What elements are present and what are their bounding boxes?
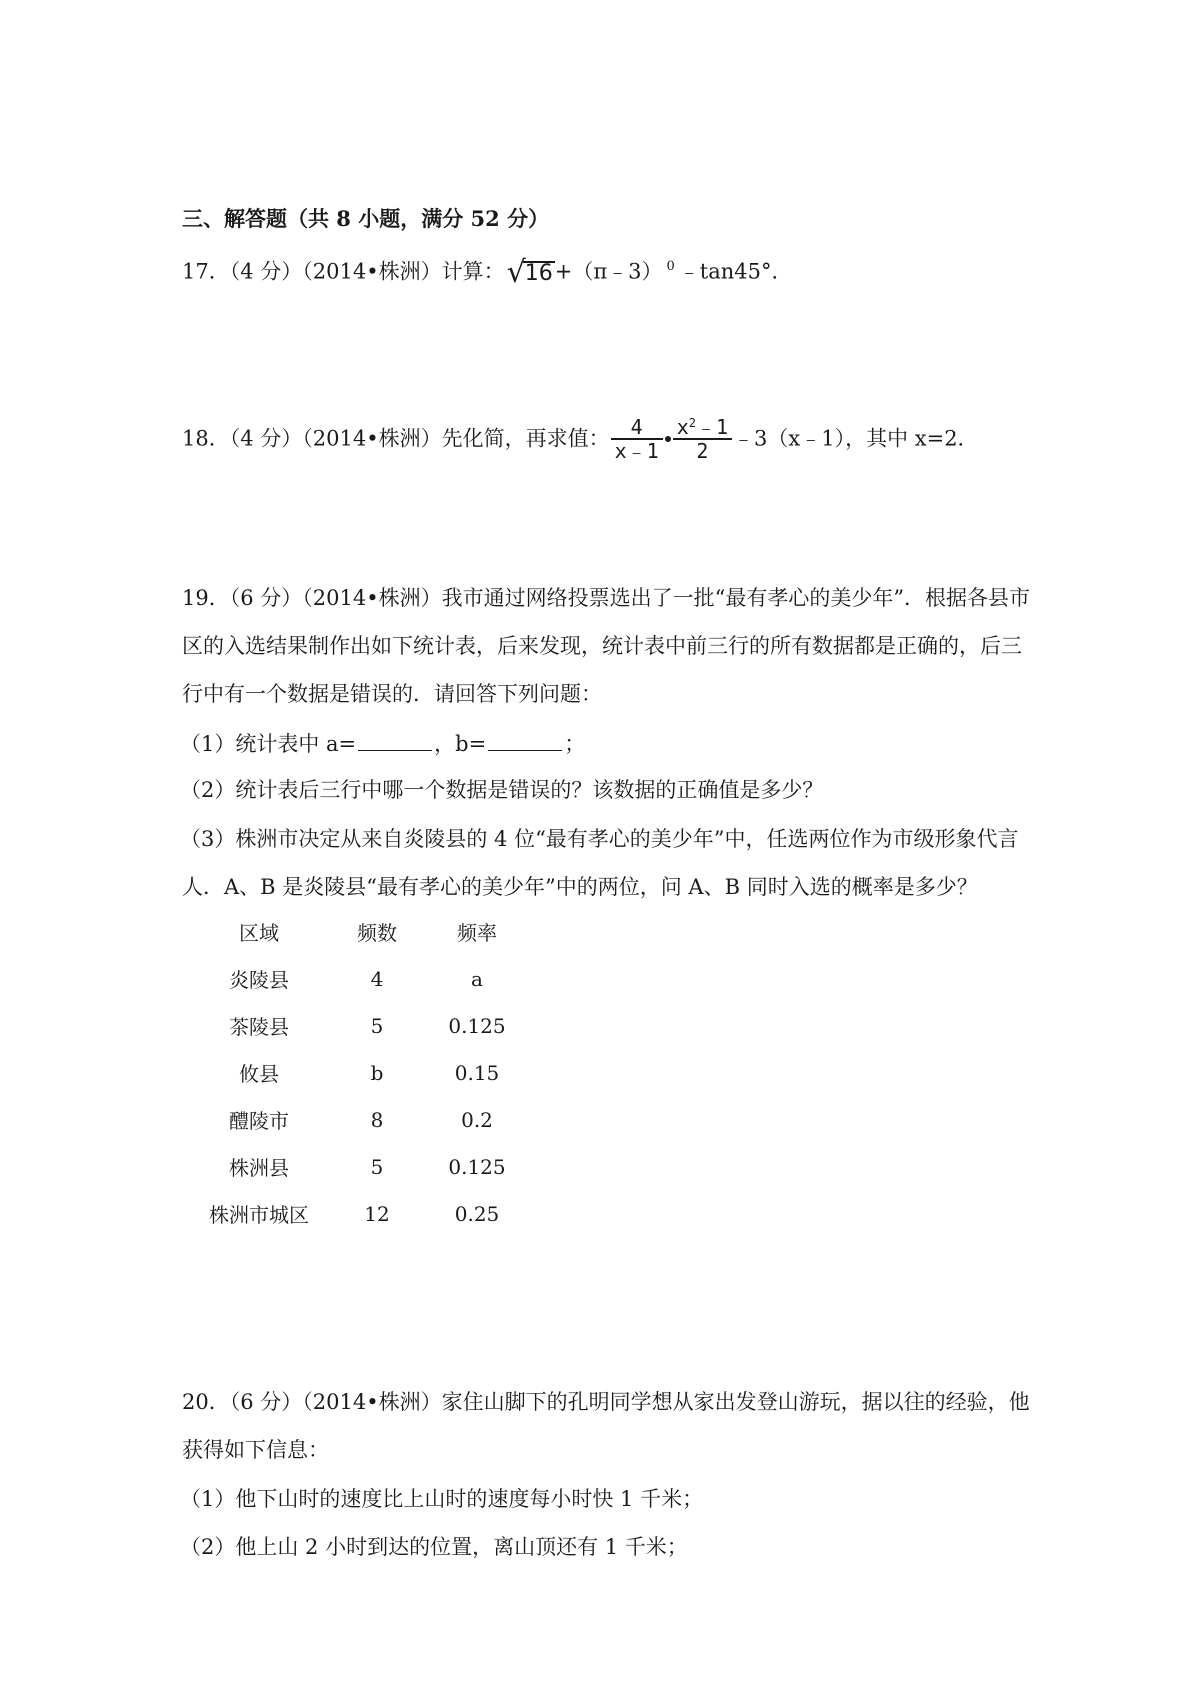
q19-sub-2: （2）统计表后三行中哪一个数据是错误的？该数据的正确值是多少？ <box>180 778 824 802</box>
table-cell: b <box>370 1060 384 1085</box>
fraction-2-denominator: 2 <box>696 439 709 463</box>
table-row <box>192 1002 526 1049</box>
table-cell: 炎陵县 <box>229 968 289 992</box>
table-cell: 0.25 <box>454 1201 500 1226</box>
fraction-2-rest: ﹣1 <box>695 415 729 439</box>
question-17 <box>182 255 793 290</box>
q20-sub-1: （1）他下山时的速度比上山时的速度每小时快 1 千米； <box>180 1487 704 1511</box>
q20-line-2: 获得如下信息： <box>182 1438 329 1462</box>
answer-blank-a[interactable] <box>358 732 432 751</box>
table-cell: 5 <box>370 1013 384 1038</box>
q19-line-3: 行中有一个数据是错误的．请回答下列问题： <box>182 682 602 706</box>
fraction-2 <box>673 416 732 462</box>
table-cell: 株洲市城区 <box>209 1203 309 1227</box>
fraction-2-exponent: 2 <box>688 416 696 430</box>
table-cell: 0.125 <box>448 1154 506 1179</box>
table-cell: 0.125 <box>448 1013 506 1038</box>
table-row <box>192 1143 526 1190</box>
answer-blank-b[interactable] <box>488 732 562 751</box>
table-cell: a <box>471 966 483 991</box>
table-header: 频数 <box>357 921 397 945</box>
table-row <box>192 1049 526 1096</box>
q18-prefix: 18．（4 分）（2014•株洲）先化简，再求值： <box>182 426 610 451</box>
q19-sub-3-line-1: （3）株洲市决定从来自炎陵县的 4 位“最有孝心的美少年”中，任选两位作为市级形象代言 <box>180 827 1019 851</box>
q19-sub-1 <box>180 732 585 755</box>
fraction-1 <box>611 416 663 462</box>
q17-radicand: 16 <box>524 261 553 286</box>
q17-prefix: 17．（4 分）（2014•株洲）计算： <box>182 259 505 284</box>
q19-sub-3-line-2: 人．A、B 是炎陵县“最有孝心的美少年”中的两位，问 A、B 同时入选的概率是多少？ <box>182 875 978 899</box>
fraction-1-denominator: x﹣1 <box>614 439 659 463</box>
q17-suffix: ﹣tan45°． <box>678 259 793 284</box>
fraction-2-numerator <box>673 416 732 440</box>
table-row <box>192 1190 526 1237</box>
q18-suffix: ﹣3（x﹣1），其中 x=2． <box>733 426 979 451</box>
q17-exponent: 0 <box>666 258 675 274</box>
table-header: 区域 <box>239 921 279 945</box>
q19-sub-1-mid: ，b= <box>434 732 487 756</box>
table-cell: 5 <box>370 1154 384 1179</box>
table-cell: 8 <box>370 1107 384 1132</box>
table-row <box>192 955 526 1002</box>
table-cell: 12 <box>364 1201 390 1226</box>
q19-line-1: 19．（6 分）（2014•株洲）我市通过网络投票选出了一批“最有孝心的美少年”．根据各县市 <box>182 586 1031 610</box>
q19-sub-1-end: ； <box>564 732 586 756</box>
statistics-table <box>192 908 526 1237</box>
fraction-1-numerator: 4 <box>611 416 663 440</box>
table-cell: 0.2 <box>461 1107 493 1132</box>
question-18 <box>182 416 979 462</box>
sqrt-expression <box>506 255 555 290</box>
multiply-dot-icon <box>665 436 671 442</box>
q20-line-1: 20．（6 分）（2014•株洲）家住山脚下的孔明同学想从家出发登山游玩，据以往的经验，他 <box>182 1390 1030 1414</box>
table-cell: 0.15 <box>454 1060 500 1085</box>
q20-sub-2: （2）他上山 2 小时到达的位置，离山顶还有 1 千米； <box>180 1535 688 1559</box>
table-cell: 4 <box>370 966 384 991</box>
q19-line-2: 区的入选结果制作出如下统计表，后来发现，统计表中前三行的所有数据都是正确的，后三 <box>182 634 1022 658</box>
table-row <box>192 1096 526 1143</box>
table-header-row <box>192 908 526 955</box>
q19-sub-1-prefix: （1）统计表中 a= <box>180 732 357 756</box>
table-header: 频率 <box>457 921 497 945</box>
q17-middle: +（π﹣3） <box>554 259 663 284</box>
section-title: 三、解答题（共 8 小题，满分 52 分） <box>182 206 550 231</box>
table-cell: 攸县 <box>239 1062 279 1086</box>
fraction-2-base: x <box>676 415 689 439</box>
table-cell: 醴陵市 <box>229 1109 289 1133</box>
radical-sign-icon: √ <box>506 255 526 290</box>
table-cell: 株洲县 <box>229 1156 289 1180</box>
table-cell: 茶陵县 <box>229 1015 289 1039</box>
